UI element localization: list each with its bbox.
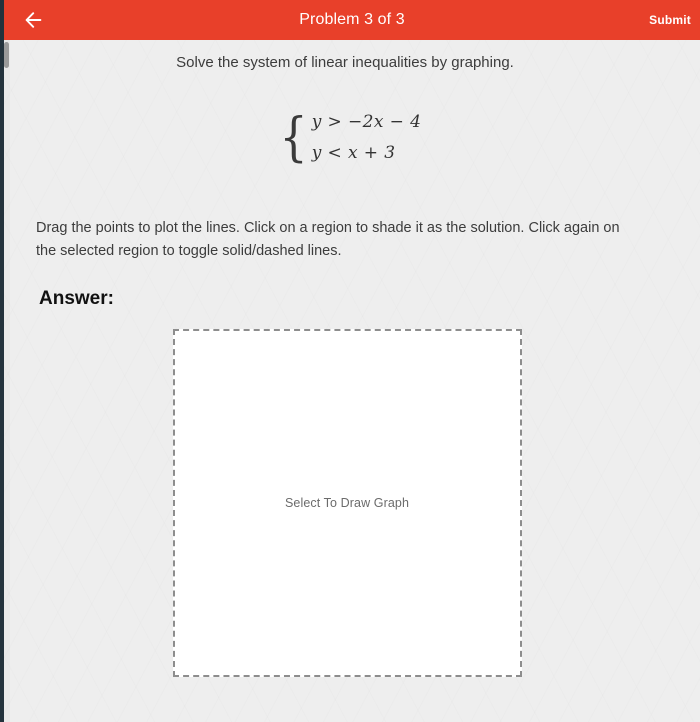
inequality-2: y < x + 3 (311, 143, 396, 164)
system-brace: { (279, 108, 308, 169)
graph-drop-zone-label: Select To Draw Graph (284, 496, 410, 511)
window-left-edge (0, 0, 4, 722)
page-scrollbar-track[interactable] (4, 40, 10, 722)
inequality-1: y > −2x − 4 (311, 112, 422, 133)
problem-content (10, 40, 700, 677)
submit-button[interactable]: Submit (649, 13, 691, 27)
inequality-system (10, 107, 700, 169)
back-button[interactable] (16, 0, 52, 40)
page-scrollbar-thumb[interactable] (4, 42, 9, 68)
problem-instructions: Drag the points to plot the lines. Click on a region to shade it as the solution. Click again on the selected region to toggle solid/dashed lines. (36, 220, 620, 259)
problem-prompt: Solve the system of linear inequalities by graphing. (176, 54, 514, 71)
app-header (4, 0, 700, 40)
graph-area (10, 329, 700, 677)
arrow-left-icon (24, 12, 44, 28)
page-title: Problem 3 of 3 (299, 11, 405, 28)
graph-drop-zone[interactable] (173, 329, 522, 677)
answer-heading: Answer: (39, 288, 114, 310)
